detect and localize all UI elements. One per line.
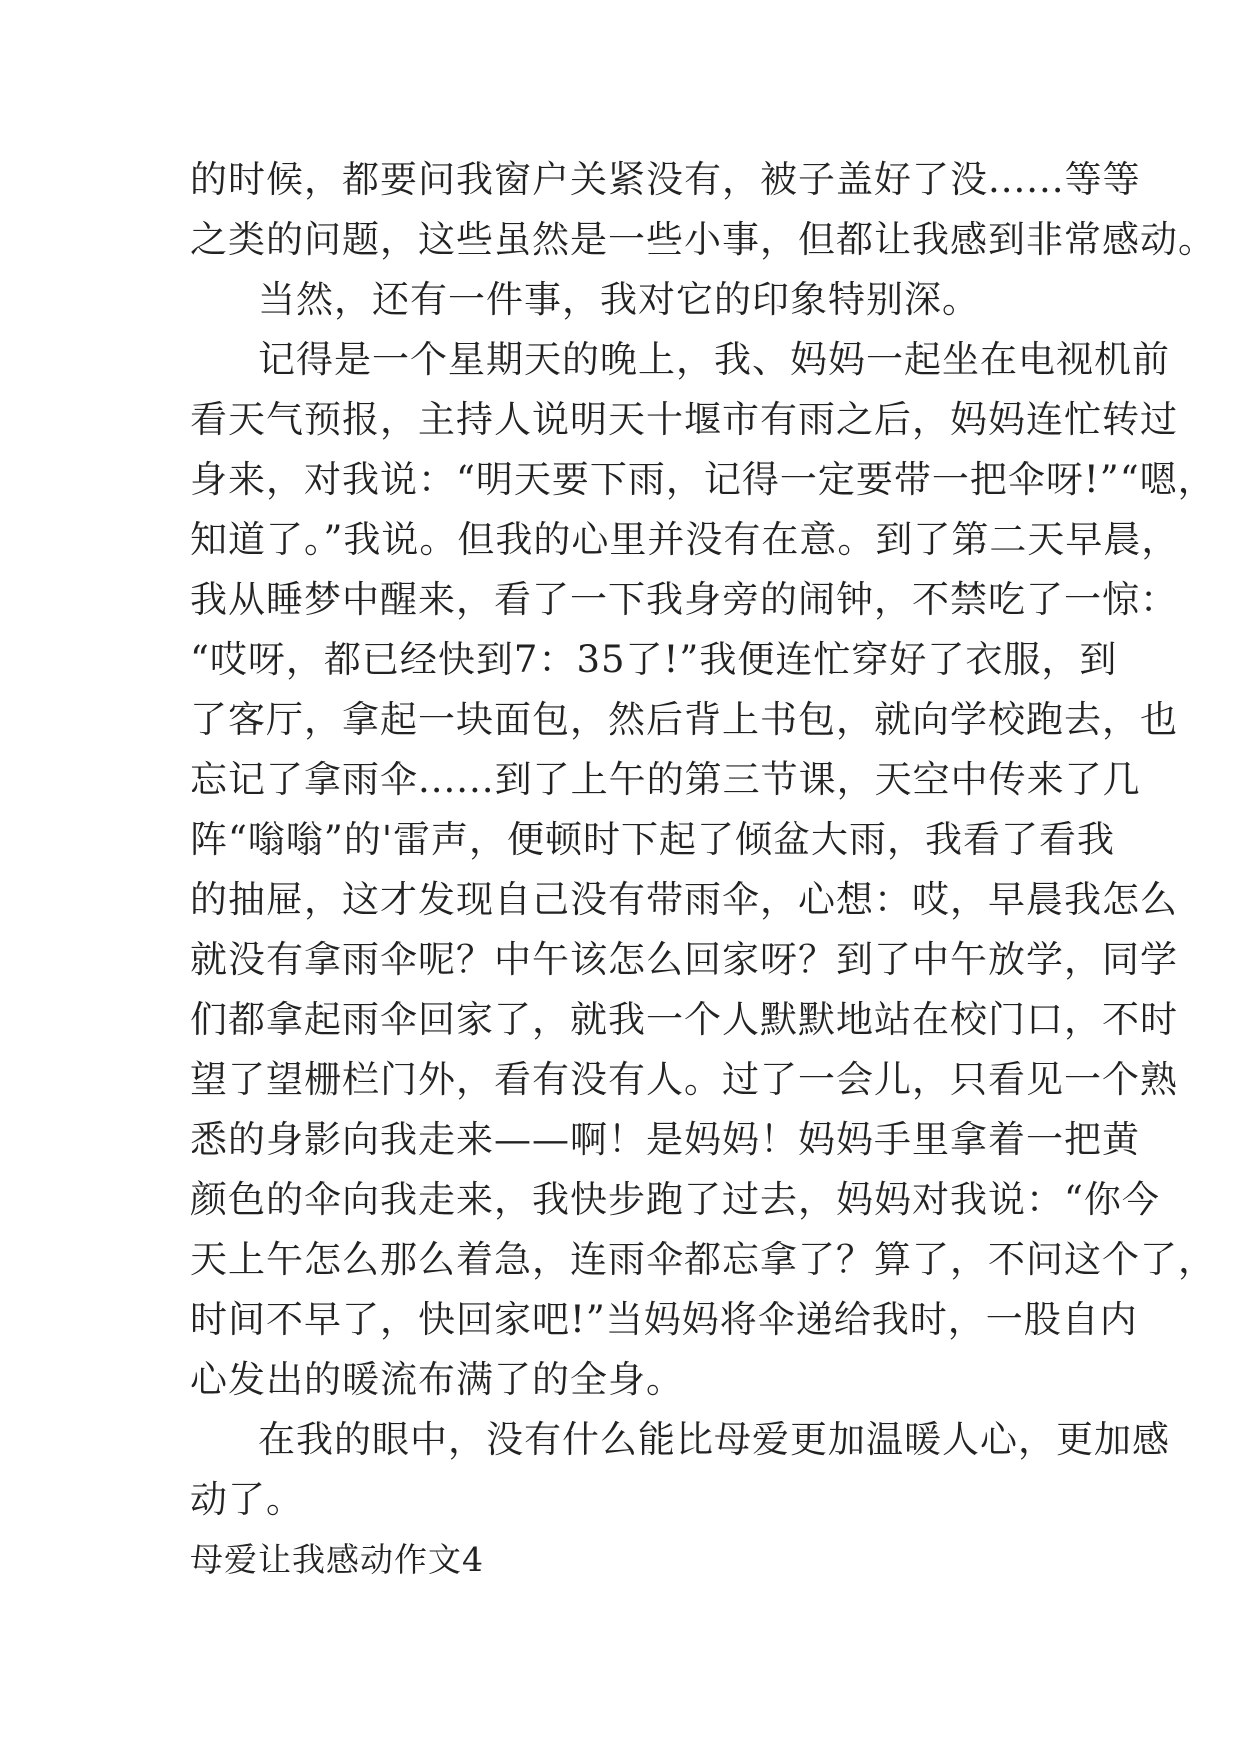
text-line: 天上午怎么那么着急，连雨伞都忘拿了？算了，不问这个了， — [190, 1238, 1216, 1281]
text-line: 了客厅，拿起一块面包，然后背上书包，就向学校跑去，也 — [190, 698, 1178, 741]
text-line: 看天气预报，主持人说明天十堰市有雨之后，妈妈连忙转过 — [190, 398, 1178, 441]
text-line: 记得是一个星期天的晚上，我、妈妈一起坐在电视机前 — [258, 338, 1170, 381]
text-line: 就没有拿雨伞呢？中午该怎么回家呀？到了中午放学，同学 — [190, 938, 1178, 981]
text-line: 在我的眼中，没有什么能比母爱更加温暖人心，更加感 — [258, 1418, 1170, 1461]
text-line: 的时候，都要问我窗户关紧没有，被子盖好了没......等等 — [190, 158, 1141, 201]
text-line: 忘记了拿雨伞......到了上午的第三节课，天空中传来了几 — [190, 758, 1141, 801]
text-line: 当然，还有一件事，我对它的印象特别深。 — [258, 278, 980, 321]
text-line: 时间不早了，快回家吧!”当妈妈将伞递给我时，一股自内 — [190, 1298, 1138, 1341]
text-line: 的抽屉，这才发现自己没有带雨伞，心想：哎，早晨我怎么 — [190, 878, 1178, 921]
text-line: 们都拿起雨伞回家了，就我一个人默默地站在校门口，不时 — [190, 998, 1178, 1041]
text-line: 阵“嗡嗡”的'雷声，便顿时下起了倾盆大雨，我看了看我 — [190, 818, 1116, 861]
text-line: 悉的身影向我走来——啊！是妈妈！妈妈手里拿着一把黄 — [190, 1118, 1140, 1161]
text-line: 动了。 — [190, 1478, 304, 1521]
text-line: “哎呀，都已经快到7：35了!”我便连忙穿好了衣服，到 — [190, 638, 1118, 681]
text-line: 之类的问题，这些虽然是一些小事，但都让我感到非常感动。 — [190, 218, 1216, 261]
text-line: 心发出的暖流布满了的全身。 — [190, 1358, 684, 1401]
text-line: 望了望栅栏门外，看有没有人。过了一会儿，只看见一个熟 — [190, 1058, 1178, 1101]
text-line: 知道了。”我说。但我的心里并没有在意。到了第二天早晨， — [190, 518, 1180, 561]
text-line: 我从睡梦中醒来，看了一下我身旁的闹钟，不禁吃了一惊： — [190, 578, 1178, 621]
text-line: 身来，对我说：“明天要下雨，记得一定要带一把伞呀!”“嗯， — [190, 458, 1216, 501]
text-line: 颜色的伞向我走来，我快步跑了过去，妈妈对我说：“你今 — [190, 1178, 1160, 1221]
section-heading: 母爱让我感动作文4 — [190, 1540, 484, 1579]
